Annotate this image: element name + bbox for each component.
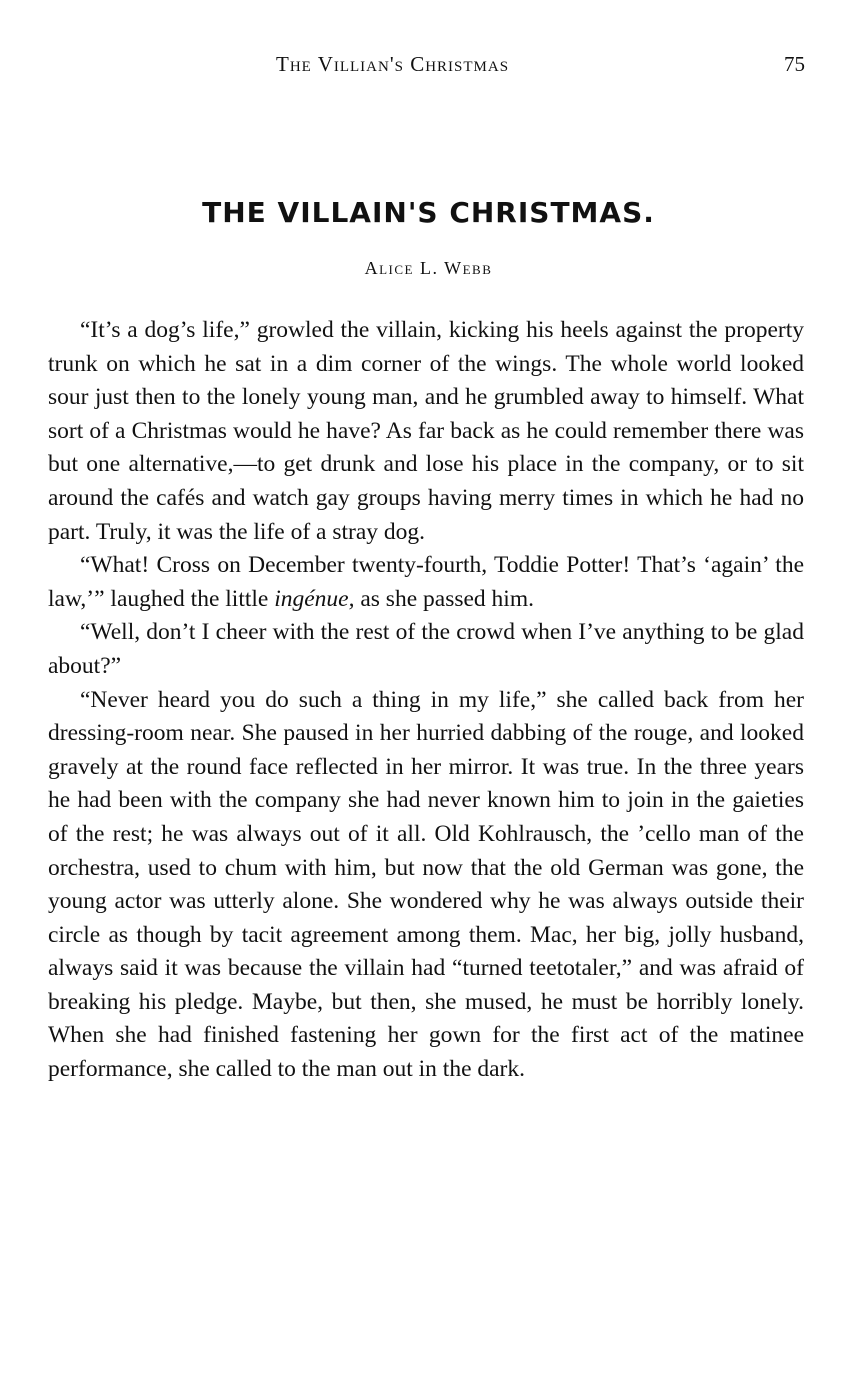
story-title: THE VILLAIN'S CHRISTMAS. [202,196,655,229]
paragraph-4: “Never heard you do such a thing in my life,” she called back from her dressing-room near. She paused in her hurried dabbing of the rouge, and looked gravely at the round face reflected in her mirror. It was true. In the three years he had been with the company she had never known him to join in the gaieties of the rest; he was always out of it all. Old Kohlrausch, the ’cello man of the orchestra, used to chum with him, but now that the old German was gone, the young actor was utterly alone. She wondered why he was always outside their circle as though by tacit agreement among them. Mac, her big, jolly husband, always said it was because the villain had “turned teetotaler,” and was afraid of breaking his pledge. Maybe, but then, she mused, he must be horribly lonely. When she had finished fastening her gown for the first act of the matinee performance, she called to the man out in the dark. [48,686,804,1083]
author-name: Alice L. Webb [364,258,493,278]
running-head-title: The Villian's Christmas [276,52,510,76]
paragraph-2-italic-word: ingénue, [274,585,355,612]
paragraph-3: “Well, don’t I cheer with the rest of the crowd when I’ve anything to be glad about?” [48,619,804,679]
running-head [0,52,857,82]
body-text [48,314,804,1087]
paragraph-1: “It’s a dog’s life,” growled the villain, kicking his heels against the property trunk on which he sat in a dim corner of the wings. The whole world looked sour just then to the lonely young man, and he grumbled away to himself. What sort of a Christmas would he have? As far back as he could remember there was but one alternative,—to get drunk and lose his place in the company, or to sit around the cafés and watch gay groups having merry times in which he had no part. Truly, it was the life of a stray dog. [48,317,804,545]
paragraph-2-text-after: as she passed him. [354,585,534,612]
paragraph-2 [48,549,804,616]
paragraph-2-text-before: “What! Cross on December twenty-fourth, Toddie Potter! That’s ‘again’ the law,’” laughed the little [48,552,804,612]
page-number: 75 [784,52,805,76]
